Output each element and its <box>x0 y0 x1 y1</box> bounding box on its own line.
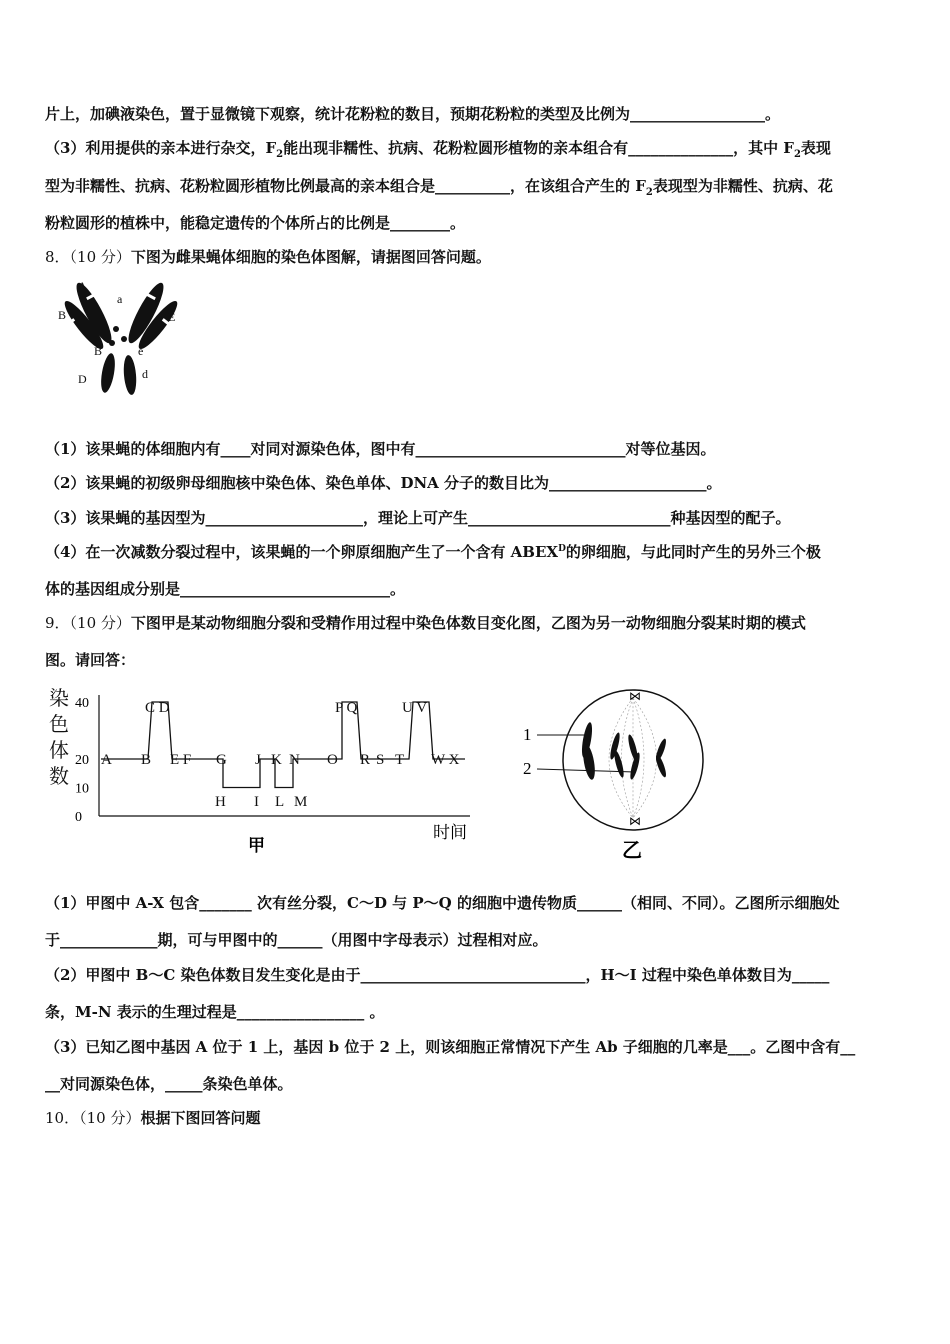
point-label: M <box>294 794 308 810</box>
q7-line-3a: 型为非糯性、抗病、花粉粒圆形植物比例最高的亲本组合是__________，在该组合产生的 F <box>45 177 646 195</box>
q10-prompt: 根据下图回答问题 <box>140 1109 261 1127</box>
q9-title <box>45 612 806 633</box>
gene-label-A: A <box>78 279 87 293</box>
chromosome-dot-1 <box>113 326 119 332</box>
fruitfly-chromosome-figure <box>50 275 195 405</box>
point-label: E F <box>170 752 192 768</box>
gene-label-a: a <box>117 292 123 306</box>
gene-label-d: d <box>142 367 148 381</box>
y-axis-title-char: 染 <box>49 688 69 710</box>
q7-line-2 <box>45 137 831 160</box>
q9-sub-2: （2）甲图中 B～C 染色体数目发生变化是由于______________________________，H～I 过程中染色单体数目为_____ <box>45 966 830 984</box>
q8-sub-4b: 的卵细胞，与此同时产生的另外三个极 <box>565 543 821 561</box>
centrosome-bottom: ⋈ <box>629 814 641 828</box>
q8-prompt: 下图为雌果蝇体细胞的染色体图解，请据图回答问题。 <box>130 248 491 266</box>
point-label: W X <box>431 752 460 768</box>
chromosome-dot-2 <box>121 336 127 342</box>
chromosome-6 <box>122 355 137 396</box>
chart-caption-jia: 甲 <box>248 836 265 855</box>
q9-sub-1b: 于_____________期，可与甲图中的______（用图中字母表示）过程相对应。 <box>45 931 548 949</box>
gene-label-D: D <box>78 372 87 386</box>
q9-sub-2b: 条，M-N 表示的生理过程是_________________ 。 <box>45 1003 385 1021</box>
q9-sub-1: （1）甲图中 A-X 包含_______ 次有丝分裂，C～D 与 P～Q 的细胞中遗传物质______（相同、不同）。乙图所示细胞处 <box>45 894 840 912</box>
subscript: 2 <box>276 149 284 160</box>
q7-line-2c: 表现 <box>800 139 831 157</box>
cell-division-figure <box>515 680 715 865</box>
point-label: N <box>289 752 300 768</box>
point-label: T <box>395 752 405 768</box>
q8-sub-1: （1）该果蝇的体细胞内有____对同对源染色体，图中有____________________________对等位基因。 <box>45 440 716 458</box>
q8-title <box>45 246 491 267</box>
q9-sub-3: （3）已知乙图中基因 A 位于 1 上，基因 b 位于 2 上，则该细胞正常情况下产生 Ab 子细胞的几率是___。乙图中含有__ <box>45 1038 856 1056</box>
y-tick-label: 40 <box>75 696 89 711</box>
point-label: I <box>254 794 259 810</box>
point-label: S <box>376 752 385 768</box>
label-2: 2 <box>523 759 532 778</box>
point-label: U V <box>402 700 428 716</box>
q7-line-3b: 表现型为非糯性、抗病、花 <box>652 177 833 195</box>
q8-sub-2: （2）该果蝇的初级卵母细胞核中染色体、染色单体、DNA 分子的数目比为_____________________。 <box>45 474 722 492</box>
point-label: B <box>141 752 152 768</box>
point-label: R <box>360 752 371 768</box>
q7-line-2b: 能出现非糯性、抗病、花粉粒圆形植物的亲本组合有______________，其中 F <box>283 139 794 157</box>
subscript: 2 <box>645 187 653 198</box>
centrosome-top: ⋈ <box>629 689 641 703</box>
chromosome-5 <box>99 352 118 393</box>
q8-sub-5: 体的基因组成分别是____________________________。 <box>45 580 406 598</box>
q10-title <box>45 1107 260 1128</box>
y-axis-title-char: 体 <box>49 740 69 762</box>
q9-number: 9．（10 分） <box>45 614 131 632</box>
q9-title-2: 图。请回答： <box>45 651 136 669</box>
x-axis-title: 时间 <box>433 823 467 842</box>
q9-sub-3b: __对同源染色体，_____条染色单体。 <box>45 1075 293 1093</box>
point-label: A <box>101 752 112 768</box>
y-tick-label: 20 <box>75 753 89 768</box>
q8-number: 8．（10 分） <box>45 248 131 266</box>
y-axis-title-char: 数 <box>49 766 69 788</box>
gene-label-e: e <box>138 344 144 358</box>
y-axis-title <box>49 687 69 788</box>
label-1: 1 <box>523 725 532 744</box>
gene-label-E: E <box>168 310 176 324</box>
point-label: C D <box>145 700 170 716</box>
point-label: P Q <box>335 700 358 716</box>
y-axis-title-char: 色 <box>49 714 69 736</box>
q7-line-4: 粉粒圆形的植株中，能稳定遗传的个体所占的比例是________。 <box>45 214 466 232</box>
q9-prompt: 下图甲是某动物细胞分裂和受精作用过程中染色体数目变化图，乙图为另一动物细胞分裂某时期的模式 <box>130 614 806 632</box>
subscript: 2 <box>793 149 801 160</box>
point-label: H <box>215 794 226 810</box>
point-label: G <box>216 752 227 768</box>
chromosome-dot-3 <box>109 340 115 346</box>
figure-caption-yi: 乙 <box>622 840 642 862</box>
q7-line-1: 片上，加碘液染色，置于显微镜下观察，统计花粉粒的数目，预期花粉粒的类型及比例为__________________。 <box>45 105 781 123</box>
y-tick-label: 0 <box>75 810 82 825</box>
q8-sub-4a: （4）在一次减数分裂过程中，该果蝇的一个卵原细胞产生了一个含有 ABEX <box>45 543 559 561</box>
point-label: O <box>327 752 338 768</box>
q10-number: 10．（10 分） <box>45 1109 141 1127</box>
gene-label-B: B <box>94 344 103 358</box>
q8-sub-3: （3）该果蝇的基因型为_____________________，理论上可产生___________________________种基因型的配子。 <box>45 509 791 527</box>
q7-line-3 <box>45 175 833 198</box>
chromosome-count-chart <box>45 685 485 860</box>
q8-sub-4 <box>45 541 821 562</box>
superscript: D <box>558 544 566 554</box>
point-label: L <box>275 794 285 810</box>
q7-line-2a: （3）利用提供的亲本进行杂交，F <box>45 139 277 157</box>
point-label: K <box>271 752 282 768</box>
point-label: J <box>255 752 261 768</box>
y-tick-label: 10 <box>75 781 89 797</box>
gene-label-B-left: B <box>58 308 67 322</box>
